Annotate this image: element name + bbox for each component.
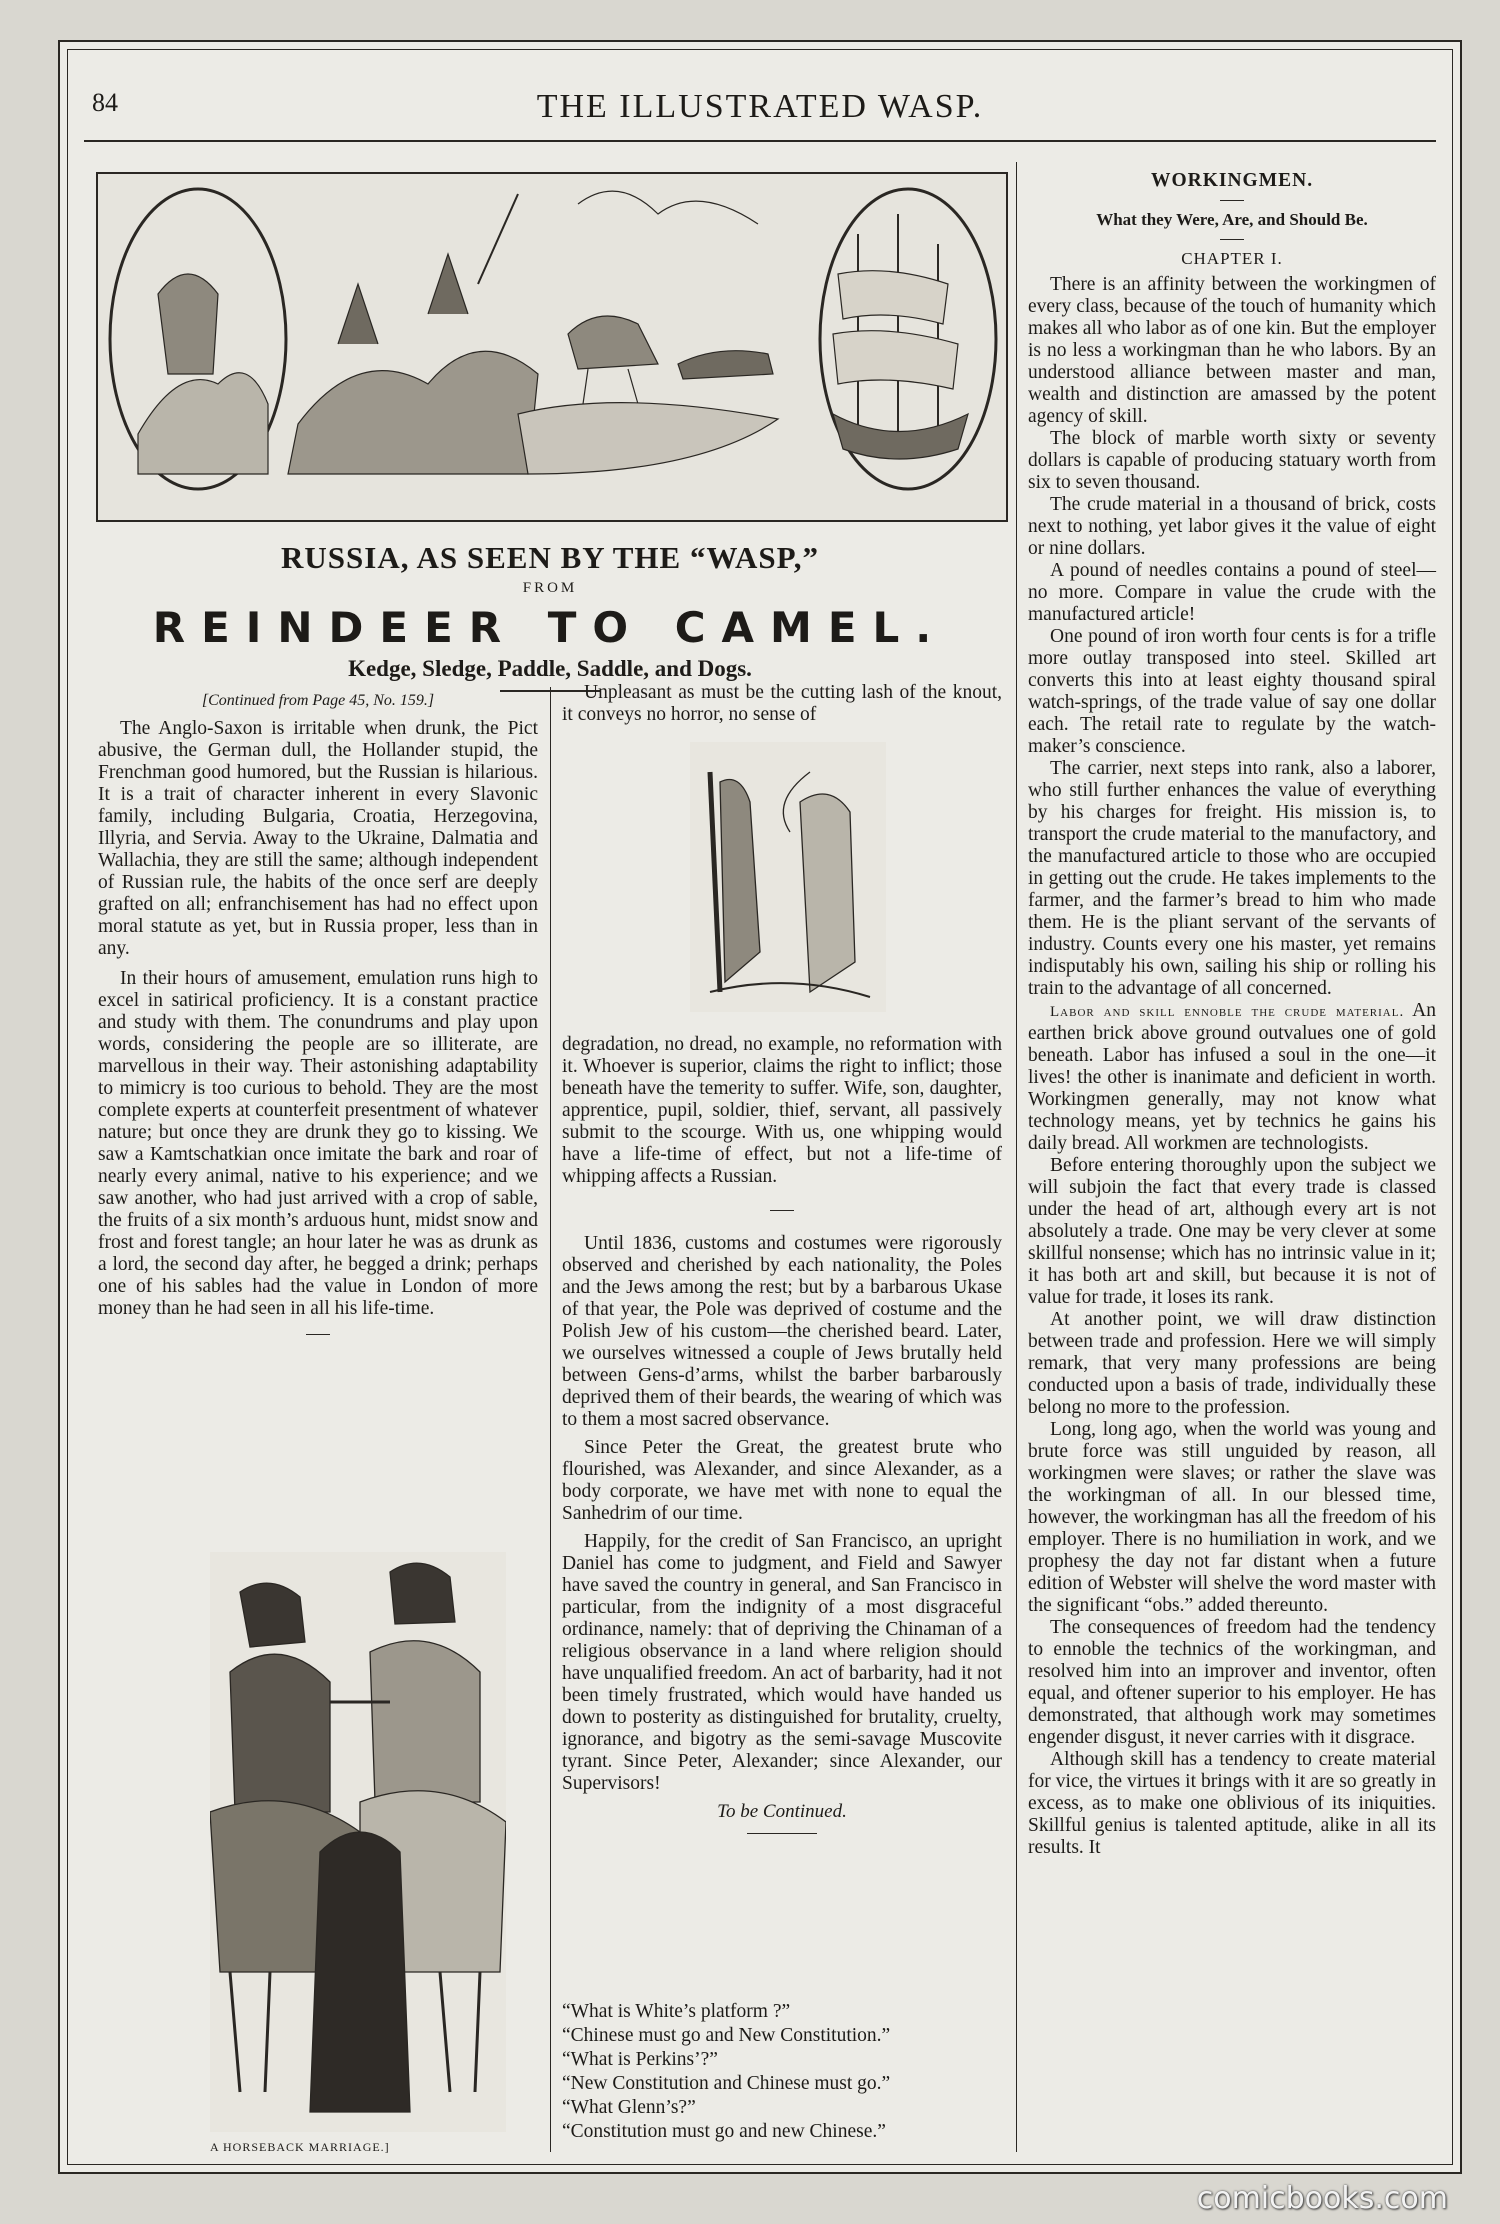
labor-text: An earthen brick above ground outvalues one of gold beneath. Labor has infused a soul in the one—it lives! the other is inanimate and deficient in worth. Workingmen generally, may not know what technology means, yet by technics he gains his daily bread. All workmen are technologists. — [1028, 1000, 1436, 1154]
workingmen-title: WORKINGMEN. — [1150, 170, 1314, 191]
paragraph: In their hours of amusement, emulation runs high to excel in satirical proficiency. It is a constant practice and study with them. The conundrums and play upon words, considering the people are so illiterate, are marvellous in their way. Their astonishing adaptability to mimicry is too curious to behold. They are the most complete experts at counterfeit presentment of whatever nature; but once they are drunk they go to kissing. We saw a Kamtschatkian once imitate the bark and roar of nearly every animal, native to his experience; and we saw another, who had just arrived with a crop of sable, the fruits of a six month’s arduous hunt, midst snow and frost and forest tangle; an hour later he was as drunk as a lord, the second day after, he begged a drink; perhaps one of his sables had the value in London of more money than he had seen in all his life-time. — [98, 968, 538, 1319]
workingmen-column — [1028, 170, 1436, 1859]
paragraph: Before entering thoroughly upon the subject we will subjoin the fact that every trade is classed under the head of art, although every art is not absolutely a trade. One may be very clever at some skillful nonsense; which has no intrinsic value in it; it has both art and skill, but because it is not of value for trade, it loses its rank. — [1028, 1155, 1436, 1308]
quote-line: “What is White’s platform ?” — [562, 2001, 791, 2022]
russia-column-2-continued — [562, 1034, 1002, 1834]
section-rule — [770, 1210, 794, 1211]
paragraph: One pound of iron worth four cents is for a trifle more outlay transposed into steel. Skilled art converts this into at least eighty thousand spiral watch-springs, of the trade value of say one dollar each. The retail rate to regulate by the watch-maker’s conscience. — [1028, 626, 1436, 757]
continued-note: [Continued from Page 45, No. 159.] — [201, 692, 435, 709]
platform-quotes — [562, 2000, 1002, 2144]
quote-line: “Constitution must go and new Chinese.” — [562, 2121, 886, 2142]
marriage-caption: A HORSEBACK MARRIAGE.] — [210, 2140, 390, 2154]
paragraph: Unpleasant as must be the cutting lash of the knout, it conveys no horror, no sense of — [562, 682, 1002, 725]
paragraph: At another point, we will draw distinction between trade and profession. Here we will simply remark, that very many professions are being conducted upon a basis of trade, individually these belong no more to the profession. — [1028, 1309, 1436, 1418]
column-rule-2 — [1016, 162, 1017, 2152]
russia-headline: REINDEER TO CAMEL. — [152, 603, 948, 652]
paragraph: Since Peter the Great, the greatest brute who flourished, was Alexander, and since Alexander, as a body corporate, we have met with none to equal the Sanhedrim of our time. — [562, 1437, 1002, 1524]
quote-line: “New Constitution and Chinese must go.” — [562, 2073, 891, 2094]
flogging-engraving — [690, 742, 886, 1012]
section-rule — [306, 1334, 330, 1335]
paragraph: Although skill has a tendency to create material for vice, the virtues it brings with it are so greatly in excess, as to make one oblivious of its iniquities. Skillful genius is talented aptitude, alike in all its results. It — [1028, 1749, 1436, 1858]
labor-lead: Labor and skill ennoble the crude material. — [1050, 1004, 1405, 1020]
russia-column-1 — [98, 690, 538, 1349]
masthead-title: THE ILLUSTRATED WASP. — [536, 88, 984, 125]
workingmen-subtitle: What they Were, Are, and Should Be. — [1096, 210, 1368, 229]
header-rule — [84, 140, 1436, 142]
paragraph: The Anglo-Saxon is irritable when drunk, the Pict abusive, the German dull, the Hollander stupid, the Frenchman good humored, but the Russian is hilarious. It is a trait of character inherent in every Slavonic family, including Bulgaria, Croatia, Herzegovina, Illyria, and Servia. Away to the Ukraine, Dalmatia and Wallachia, they are still the same; although independent of Russian rule, the habits of the once serf are deeply grafted on all; enfranchisement has had no effect upon moral statute as yet, but in Russia proper, less than in any. — [98, 718, 538, 959]
section-rule — [747, 1833, 817, 1834]
russia-banner-illustration — [96, 172, 1008, 522]
quote-line: “What Glenn’s?” — [562, 2097, 696, 2118]
paragraph: A pound of needles contains a pound of steel—no more. Compare in value the crude with the manufactured article! — [1028, 560, 1436, 625]
column-rule-1 — [550, 687, 551, 2152]
paragraph: The block of marble worth sixty or seventy dollars is capable of producing statuary worth from six to seven thousand. — [1028, 428, 1436, 493]
section-rule — [1220, 239, 1244, 240]
paragraph: The consequences of freedom had the tendency to ennoble the technics of the workingman, and resolved him into an improver and inventor, often equal, and oftener superior to his employer. He has demonstrated, that although work may sometimes engender disgust, it never carries with it disgrace. — [1028, 1617, 1436, 1748]
paragraph — [1028, 1000, 1436, 1155]
paragraph: There is an affinity between the workingmen of every class, because of the touch of humanity which makes all who labor as of one kin. But the employer is no less a workingman than he who labors. By an understood alliance between master and man, wealth and distinction are amassed by the potent agency of skill. — [1028, 274, 1436, 427]
paragraph: The carrier, next steps into rank, also a laborer, who still further enhances the value of everything by his charges for freight. His mission is, to transport the crude material to the manufactory, and the manufactured article to those who are occupied in getting out the crude. He takes implements to the farmer, and the farmer’s bread to him who made them. He is the pliant servant of the servants of industry. Counts every one his master, yet remains indisputably his own, sailing his ship or rolling his train to the advantage of all concerned. — [1028, 758, 1436, 999]
banner-engraving — [98, 174, 1006, 520]
russia-column-2 — [562, 682, 1002, 726]
quote-line: “Chinese must go and New Constitution.” — [562, 2025, 891, 2046]
page-number: 84 — [92, 88, 118, 117]
paragraph: degradation, no dread, no example, no reformation with it. Whoever is superior, claims the right to inflict; those beneath have the temerity to suffer. Wife, son, daughter, apprentice, pupil, soldier, thief, servant, all passively submit to the scourge. With us, one whipping would have a life-time of effect, but not a life-time of whipping affects a Russian. — [562, 1034, 1002, 1187]
paragraph: Happily, for the credit of San Francisco, an upright Daniel has come to judgment, and Field and Sawyer have saved the country in general, and San Francisco in particular, from the indignity of a most disgraceful ordinance, namely: that of depriving the Chinaman of a religious observance in a land where religion should have unqualified freedom. An act of barbarity, had it not been timely frustrated, which would have handed us down to posterity as distinguished for brutality, cruelty, ignorance, and bigotry as the semi-savage Muscovite tyrant. Since Peter, Alexander; since Alexander, our Supervisors! — [562, 1531, 1002, 1794]
russia-from: FROM — [522, 580, 578, 596]
russia-title: RUSSIA, AS SEEN BY THE “WASP,” — [281, 540, 819, 575]
knout-flogging-illustration — [690, 742, 886, 1012]
paragraph: Long, long ago, when the world was young and brute force was still unguided by reason, all workingmen were slaves; or rather the slave was the workingman of all. In our blessed time, however, the workingman has all the freedom of his employer. There is no humiliation in work, and we prophesy the day not far distant when a future edition of Webster will shelve the word master with the significant “obs.” added thereunto. — [1028, 1419, 1436, 1616]
russia-title-block — [96, 522, 1004, 692]
russia-subtitle: Kedge, Sledge, Paddle, Saddle, and Dogs. — [348, 656, 752, 681]
marriage-engraving — [210, 1552, 506, 2132]
chapter-heading: CHAPTER I. — [1181, 249, 1283, 268]
quote-line: “What is Perkins’?” — [562, 2049, 718, 2070]
horseback-marriage-illustration — [210, 1552, 506, 2132]
paragraph: Until 1836, customs and costumes were rigorously observed and cherished by each nationality, the Poles and the Jews among the rest; but by a barbarous Ukase of that year, the Pole was deprived of costume and the Polish Jew of his custom—the cherished beard. Later, we ourselves witnessed a couple of Jews brutally held between Gens-d’arms, whilst the barber barbarously deprived them of their beards, the wearing of which was to them a most sacred observance. — [562, 1233, 1002, 1430]
to-be-continued: To be Continued. — [717, 1801, 847, 1822]
watermark: comicbooks.com — [1196, 2181, 1448, 2216]
newspaper-page — [58, 40, 1462, 2216]
paragraph: The crude material in a thousand of brick, costs next to nothing, yet labor gives it the value of eight or nine dollars. — [1028, 494, 1436, 559]
section-rule — [1220, 200, 1244, 201]
